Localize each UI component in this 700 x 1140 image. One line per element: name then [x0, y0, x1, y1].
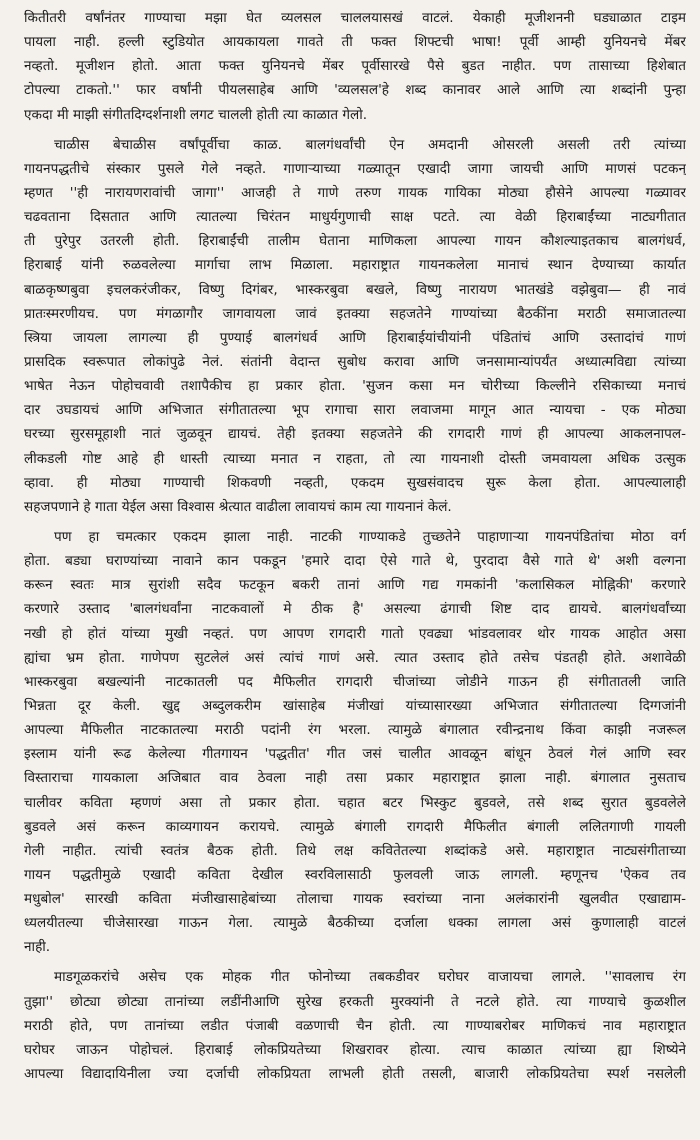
text-line: ह्यांचा भ्रम होता. गाणेपण सुटलेलं असं त्यांचं गाणं असे. त्यात उस्ताद होते तसेच पंडतही होते. अशावेळी — [24, 649, 686, 666]
text-line: आपल्या विद्यादायिनीला ज्या दर्जाची लोकप्रियता लाभली होती तसली, बाजारी लोकप्रियतेचा स्पर्श नसलेली — [24, 1066, 686, 1083]
text-line: ती पुरेपुर उतरली होती. हिराबाईंची तालीम घेताना माणिकला आपल्या गायन कौशल्याइतकाच बालगंधर्व, — [24, 233, 686, 250]
text-line: भास्करबुवा बखल्यांनी नाटकातली पद मैफिलीत रागदारी चीजांच्या जोडीने गाऊन ही संगीतातली जाति — [24, 673, 686, 690]
text-line: प्रासदिक स्वरूपात लोकांपुढे नेलं. संतांनी वेदान्त सुबोध करावा आणि जनसामान्यांपर्यंत अध्यात्मविद्या त्यांच्या — [24, 353, 686, 370]
text-line: पायला नाही. हल्ली स्टुडियोत आयकायला गावते ती फक्त शिफ्टची भाषा! पूर्वी आम्ही युनियनचे मेंबर — [24, 34, 686, 51]
text-line: गेली नाहीत. त्यांची स्वतंत्र बैठक होती. तिथे लक्ष कवितेतल्या शब्दांकडे असे. महाराष्ट्रात नाट्यसंगीताच्या — [24, 842, 686, 859]
text-line: ध्यलयीतल्या चीजेसारखा गाऊन गेला. त्यामुळे बैठकीच्या दर्जाला धक्का लागला असं कुणालाही वाटलं — [24, 915, 686, 932]
text-line: सहजपणाने हे गाता येईल असा विश्वास श्रेत्यात वाढीला लावायचं काम त्या गायनानं केलं. — [24, 498, 452, 515]
text-line: घरोघर जाऊन पोहोचलं. हिराबाई लोकप्रियतेच्या शिखरावर होत्या. त्याच काळात त्यांच्या ह्या शिष्येने — [24, 1041, 686, 1058]
text-line: चाळीस बेचाळीस वर्षांपूर्वीचा काळ. बालगंधर्वांची ऐन अमदानी ओसरली असली तरी त्यांच्या — [54, 136, 686, 153]
text-line: चालीवर कविता म्हणणं असा तो प्रकार होता. चहात बटर भिस्कुट बुडवले, तसे शब्द सुरात बुडवलेले — [24, 794, 686, 811]
text-line: टोपल्या टाकतो.'' फार वर्षांनी पीयलसाहेब आणि 'व्यलसल'हे शब्द कानावर आले आणि त्या शब्दांनी पुन्हा — [24, 82, 686, 99]
text-line: पण हा चमत्कार एकदम झाला नाही. नाटकी गाण्याकडे तुच्छतेने पाहाणाऱ्या गायनपंडितांचा मोठा वर्ग — [54, 528, 686, 545]
text-line: करून स्वतः मात्र सुरांशी सदैव फटकून बकरी तानां आणि गद्य गमकांनी 'कलासिकल मोह्निकी' करणारे — [24, 577, 686, 594]
text-line: एकदा मी माझी संगीतदिग्दर्शनाशी लगट चालली होती त्या काळात गेलो. — [24, 106, 368, 123]
text-line: नखी हो होतं यांच्या मुखी नव्हतं. पण आपण रागदारी गातो एवढ्या भांडवलावर थोर गायक आहोत असा — [24, 625, 686, 642]
text-line: मराठी होते, पण तानांच्या लडीत पंजाबी वळणाची चैन होती. त्या गाण्याबरोबर माणिकचं नाव महाराष्ट्रात — [24, 1017, 686, 1034]
paragraph-2 — [24, 133, 686, 519]
text-line: म्हणत ''ही नारायणरावांची जागा'' आजही ते गाणे तरुण गायक गायिका मोठ्या हौसेने आपल्या गळ्यावर — [24, 184, 686, 201]
text-line: व्हावा. ही मोठ्या गाण्याची शिकवणी नव्हती, एकदम सुखसंवादच सुरू केला होता. आपल्यालाही — [24, 474, 686, 491]
text-line: भाषेत नेऊन पोहोचवावी तशापैकीच हा प्रकार होता. 'सुजन कसा मन चोरीच्या किल्लीने रसिकाच्या मनाचं — [24, 378, 686, 395]
text-line: प्रातःस्मरणीयच. पण मंगळागौर जागवायला जावं इतक्या सहजतेने गाण्यांच्या बैठकींना मराठी समाजातल्या — [24, 305, 686, 322]
text-line: आपल्या मैफिलीत नाटकातल्या मराठी पदांनी रंग भरला. त्यामुळे बंगालात रवीन्द्रनाथ किंवा काझी नजरूल — [24, 722, 686, 739]
text-line: भिन्नता दूर केली. खुद्द अब्दुलकरीम खांसाहेब मंजीखां यांच्यासारख्या अभिजात संगीतातल्या दिग्गजांनी — [24, 697, 686, 714]
text-line: विस्ताराचा गायकाला अजिबात वाव ठेवला नाही तसा प्रकार महाराष्ट्रात झाला नाही. बंगालात नुसताच — [24, 770, 686, 787]
text-line: नाही. — [24, 939, 51, 956]
text-line: होता. बड्या घराण्यांच्या नावाने कान पकडून 'हमारे दादा ऐसे गाते थे, पुरदादा वैसे गाते थे' अशी वल्गना — [24, 553, 686, 570]
text-line: बुडवले असं करून काव्यगायन करायचे. त्यामुळे बंगाली रागदारी मैफिलीत बंगाली ललितगाणी गायली — [24, 818, 686, 835]
text-line: बाळकृष्णबुवा इचलकरंजीकर, विष्णु दिगंबर, भास्करबुवा बखले, विष्णु नारायण भातखंडे वझेबुवा— ही नावं — [24, 281, 686, 298]
text-line: कितीतरी वर्षांनंतर गाण्याचा मझा घेत व्यलसल चाललयासखं वाटलं. येकाही मूजीशननी घड्याळात टाइम — [24, 10, 686, 26]
text-line: घरच्या सुरसमूहाशी नातं जुळवून द्यायचं. तेही इतक्या सहजतेने की रागदारी गाणं ही आपल्या आकलनापल- — [24, 426, 686, 443]
text-line: चढवताना दिसतात आणि त्यातल्या चिरंतन माधुर्यगुणाची साक्ष पटते. त्या वेळी हिराबाईंच्या नाट्यगीतात — [24, 209, 686, 226]
paragraph-1 — [24, 6, 686, 127]
text-line: तुझा'' छोट्या छोट्या तानांच्या लडींनीआणि सुरेख हरकती मुरक्यांनी ते नटले होते. त्या गाण्याचे कुळशील — [24, 993, 686, 1010]
text-line: लीकडली गोष्ट आहे ही धास्ती त्याच्या मनात न राहता, तो त्या गायनाशी दोस्ती जमवायला अधिक उत्सुक — [24, 450, 686, 467]
paragraph-4 — [24, 965, 686, 1086]
paragraph-3 — [24, 525, 686, 960]
text-line: माडगूळकरांचे असेच एक मोहक गीत फोनोच्या तबकडीवर घरोघर वाजायचा लागले. ''सावलाच रंग — [54, 969, 686, 986]
text-line: गायनपद्धतीचे संस्कार पुसले गेले नव्हते. गाणाऱ्याच्या गळ्यातून एखादी जागा जायची आणि माणसं पटकन् — [24, 160, 686, 177]
text-line: हिराबाई यांनी रुळवलेल्या मार्गाचा लाभ मिळाला. महाराष्ट्रात गायनकलेला मानाचं स्थान देण्याच्या कार्यात — [24, 257, 686, 274]
text-line: मधुबोल' सारखी कविता मंजीखासाहेबांच्या तोलाचा गायक स्वरांच्या नाना अलंकारांनी खुलवीत एखाद्याम- — [24, 891, 686, 908]
text-line: दार उघडायचं आणि अभिजात संगीतातल्या भूप रागाचा सारा लवाजमा मागून आत न्यायचा - एक मोठ्या — [24, 402, 686, 419]
text-line: स्त्रिया जायला लागल्या ही पुण्याई बालगंधर्व आणि हिराबाईयांचीयांनी पंडितांचं आणि उस्तादांचं गाणं — [24, 329, 686, 346]
text-line: गायन पद्धतीमुळे एखादी कविता देखील स्वरविलासाठी फुलवली जाऊ लागली. म्हणूनच 'ऐकव तव — [24, 866, 686, 883]
text-line: इस्लाम यांनी रूढ केलेल्या गीतगायन 'पद्धतीत' गीत जसं चालीत आवळून बांधून ठेवलं गेलं आणि स्वर — [24, 746, 686, 763]
text-line: करणारे उस्ताद 'बालगंधर्वांना नाटकवालों मे ठीक है' असल्या ढंगाची शिष्ट दाद द्यायचे. बालगंधर्वांच्या — [24, 601, 686, 618]
text-line: नव्हतो. मूजीशन होतो. आता फक्त युनियनचे मेंबर पूर्वीसारखे पैसे बुडत नाहीत. पण तासाच्या हिशेबात — [24, 58, 686, 75]
